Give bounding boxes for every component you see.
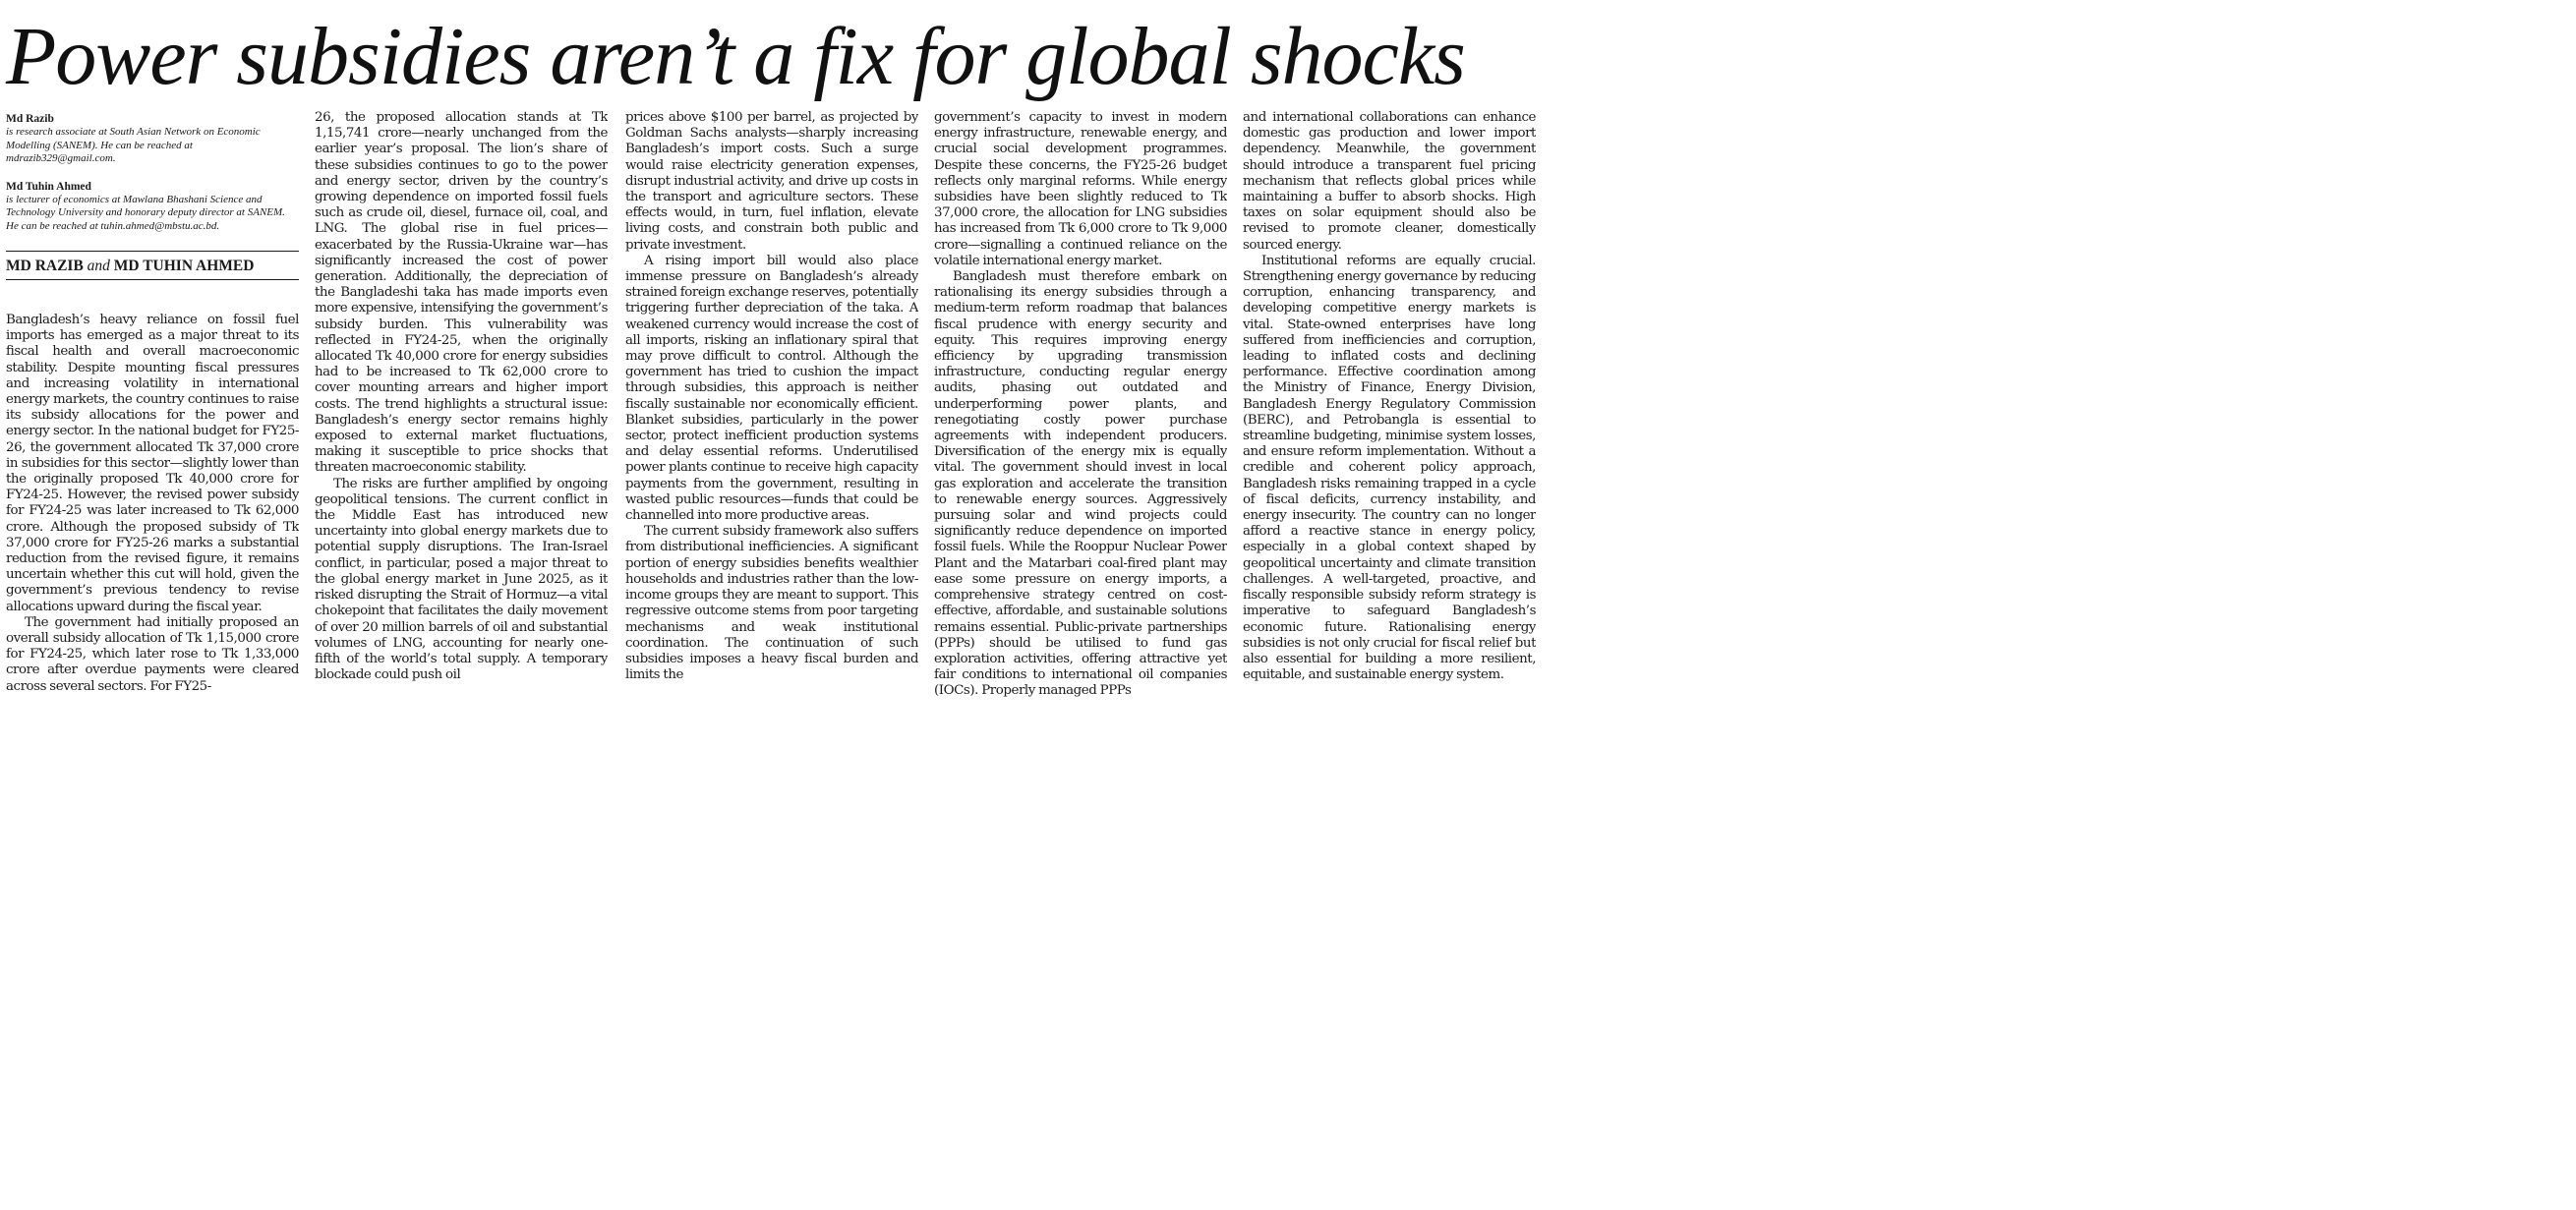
byline-conjunction: and [87, 258, 110, 274]
paragraph: The current subsidy framework also suffers from distributional inefficiencies. A significant portion of energy subsidies benefits wealthier households and industries rather than the low-income groups they are meant to support. This regressive outcome stems from poor targeting mechanisms and weak institutional coordination. The continuation of such subsidies imposes a heavy fiscal burden and limits the [625, 524, 918, 683]
paragraph: and international collaborations can enhance domestic gas production and lower import dependency. Meanwhile, the government should introduce a transparent fuel pricing mechanism that reflects global prices while maintaining a buffer to absorb shocks. High taxes on solar equipment should also be revised to promote cleaner, domestically sourced energy. [1243, 110, 1536, 253]
author-name: Md Razib [6, 113, 54, 125]
author-bio: is lecturer of economics at Mawlana Bhashani Science and Technology University and honorary deputy director at SANEM. He can be reached at tuhin.ahmed@mbstu.ac.bd. [6, 193, 285, 232]
paragraph: Bangladesh’s heavy reliance on fossil fuel imports has emerged as a major threat to its fiscal health and overall macroeconomic stability. Despite mounting fiscal pressures and increasing volatility in international energy markets, the country continues to raise its subsidy allocations for the power and energy sector. In the national budget for FY25-26, the government allocated Tk 37,000 crore in subsidies for this sector—slightly lower than the originally proposed Tk 40,000 crore for FY24-25. However, the revised power subsidy for FY24-25 was later increased to Tk 62,000 crore. Although the proposed subsidy of Tk 37,000 crore for FY25-26 marks a substantial reduction from the revised figure, it remains uncertain whether this cut will hold, given the government’s previous tendency to revise allocations upward during the fiscal year. [6, 313, 299, 614]
paragraph: A rising import bill would also place immense pressure on Bangladesh’s already strained foreign exchange reserves, potentially triggering further depreciation of the taka. A weakened currency would increase the cost of all imports, risking an inflationary spiral that may prove difficult to control. Although the government has tried to cushion the impact through subsidies, this approach is neither fiscally sustainable nor economically efficient. Blanket subsidies, particularly in the power sector, protect inefficient production systems and delay essential reforms. Underutilised power plants continue to receive high capacity payments from the government, resulting in wasted public resources—funds that could be channelled into more productive areas. [625, 253, 918, 524]
byline-author-1: MD RAZIB [6, 258, 84, 274]
author-bio: is research associate at South Asian Network on Economic Modelling (SANEM). He can be reached at mdrazib329@gmail.com. [6, 126, 261, 164]
paragraph: Bangladesh must therefore embark on rationalising its energy subsidies through a medium-term reform roadmap that balances fiscal prudence with energy security and equity. This requires improving energy efficiency by upgrading transmission infrastructure, conducting regular energy audits, phasing out outdated and underperforming power plants, and renegotiating costly power purchase agreements with independent producers. Diversification of the energy mix is equally vital. The government should invest in local gas exploration and accelerate the transition to renewable energy sources. Aggressively pursuing solar and wind projects could significantly reduce dependence on imported fossil fuels. While the Rooppur Nuclear Power Plant and the Matarbari coal-fired plant may ease some pressure on energy imports, a comprehensive strategy centred on cost-effective, affordable, and sustainable solutions remains essential. Public-private partnerships (PPPs) should be utilised to fund gas exploration activities, offering attractive yet fair conditions to international oil companies (IOCs). Properly managed PPPs [934, 269, 1227, 699]
paragraph: Institutional reforms are equally crucial. Strengthening energy governance by reducing corruption, enhancing transparency, and developing competitive energy markets is vital. State-owned enterprises have long suffered from inefficiencies and corruption, leading to inflated costs and declining performance. Effective coordination among the Ministry of Finance, Energy Division, Bangladesh Energy Regulatory Commission (BERC), and Petrobangla is essential to streamline budgeting, minimise system losses, and ensure reform implementation. Without a credible and coherent policy approach, Bangladesh risks remaining trapped in a cycle of fiscal deficits, currency instability, and energy insecurity. The country can no longer afford a reactive stance in energy policy, especially in a global context shaped by geopolitical uncertainty and climate transition challenges. A well-targeted, proactive, and fiscally responsible subsidy reform strategy is imperative to safeguard Bangladesh’s economic future. Rationalising energy subsidies is not only crucial for fiscal relief but also essential for building a more resilient, equitable, and sustainable energy system. [1243, 253, 1536, 683]
headline: Power subsidies aren’t a fix for global shocks [6, 11, 1465, 102]
paragraph: The risks are further amplified by ongoing geopolitical tensions. The current conflict in the Middle East has introduced new uncertainty into global energy markets due to potential supply disruptions. The Iran-Israel conflict, in particular, posed a major threat to the global energy market in June 2025, as it risked disrupting the Strait of Hormuz—a vital chokepoint that facilitates the daily movement of over 20 million barrels of oil and substantial volumes of LNG, accounting for nearly one-fifth of the world’s total supply. A temporary blockade could push oil [315, 476, 608, 683]
author-sidebar [6, 112, 299, 280]
paragraph: 26, the proposed allocation stands at Tk 1,15,741 crore—nearly unchanged from the earlier year’s proposal. The lion’s share of these subsidies continues to go to the power and energy sector, driven by the country’s growing dependence on imported fossil fuels such as crude oil, diesel, furnace oil, coal, and LNG. The global rise in fuel prices—exacerbated by the Russia-Ukraine war—has significantly increased the cost of power generation. Additionally, the depreciation of the Bangladeshi taka has made imports even more expensive, intensifying the government’s subsidy burden. This vulnerability was reflected in FY24-25, when the originally allocated Tk 40,000 crore for energy subsidies had to be increased to Tk 62,000 crore to cover mounting arrears and higher import costs. The trend highlights a structural issue: Bangladesh’s energy sector remains highly exposed to external market fluctuations, making it susceptible to price shocks that threaten macroeconomic stability. [315, 110, 608, 476]
article-column-5 [1243, 110, 1536, 724]
article-column-1 [6, 313, 299, 724]
byline-author-2: MD TUHIN AHMED [113, 258, 255, 274]
author-info-1 [6, 112, 299, 166]
article-column-2 [315, 110, 608, 724]
paragraph: government’s capacity to invest in modern energy infrastructure, renewable energy, and crucial social development programmes. Despite these concerns, the FY25-26 budget reflects only marginal reforms. While energy subsidies have been slightly reduced to Tk 37,000 crore, the allocation for LNG subsidies has increased from Tk 6,000 crore to Tk 9,000 crore—signalling a continued reliance on the volatile international energy market. [934, 110, 1227, 268]
author-info-2 [6, 180, 299, 234]
paragraph: The government had initially proposed an overall subsidy allocation of Tk 1,15,000 crore for FY24-25, which later rose to Tk 1,33,000 crore after overdue payments were cleared across several sectors. For FY25- [6, 614, 299, 694]
paragraph: prices above $100 per barrel, as projected by Goldman Sachs analysts—sharply increasing Bangladesh’s import costs. Such a surge would raise electricity generation expenses, disrupt industrial activity, and drive up costs in the transport and agriculture sectors. These effects would, in turn, fuel inflation, elevate living costs, and constrain both public and private investment. [625, 110, 918, 253]
article-column-4 [934, 110, 1227, 724]
author-name: Md Tuhin Ahmed [6, 180, 91, 193]
byline [6, 251, 299, 280]
article-column-3 [625, 110, 918, 724]
